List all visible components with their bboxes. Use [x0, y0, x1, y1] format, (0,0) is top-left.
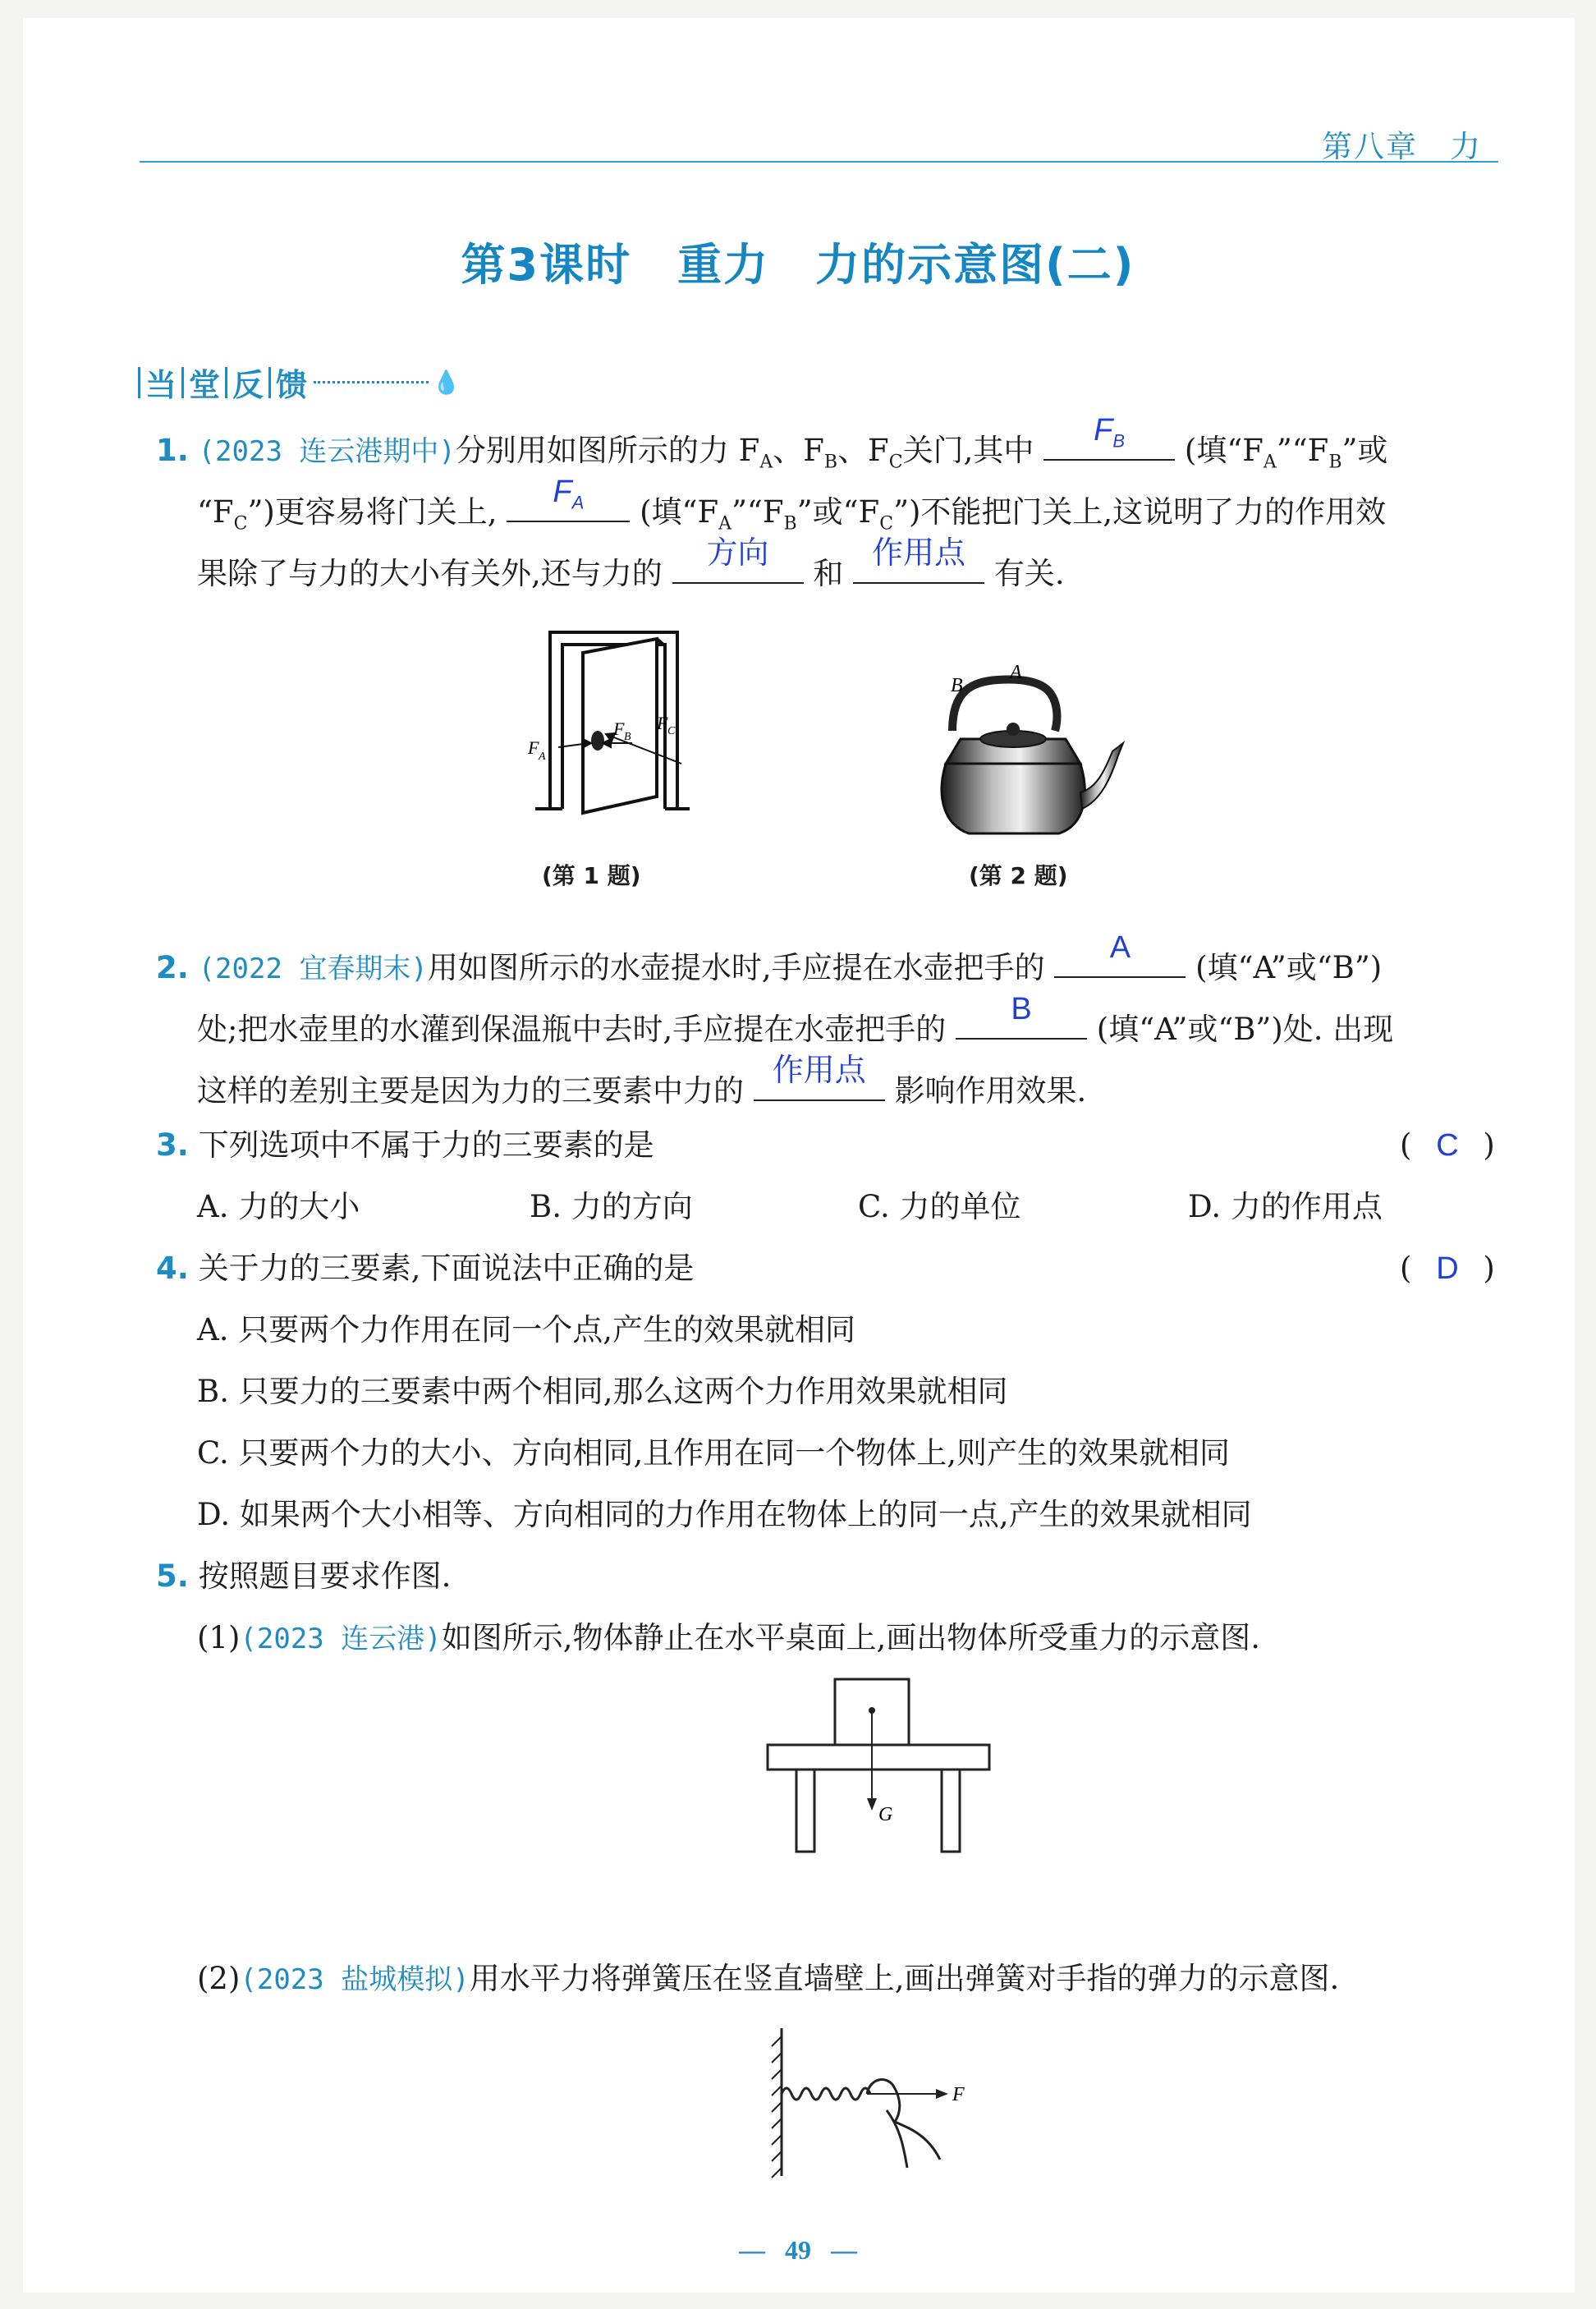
q1-text: “F: [197, 494, 234, 530]
answer-text: D: [1436, 1251, 1459, 1286]
q2-text: (填“A”或“B”)处. 出现: [1096, 1012, 1394, 1047]
subscript: C: [879, 513, 894, 535]
answer-text: 方向: [706, 536, 769, 571]
dotted-rule: [314, 381, 429, 383]
paren: ): [1483, 1127, 1495, 1163]
spring-figure: [764, 2020, 985, 2184]
lid-knob: [1007, 723, 1020, 736]
q2-line-2: [197, 992, 1394, 1050]
answer-text: A: [1109, 930, 1131, 965]
section-heading: [133, 360, 461, 405]
q1-text: 、F: [773, 433, 824, 468]
table-top: [768, 1745, 989, 1770]
q5-stem: [156, 1556, 451, 1597]
label-fa: F: [528, 737, 539, 758]
q2-text: 影响作用效果.: [894, 1073, 1087, 1109]
q4-option-b[interactable]: B. 只要力的三要素中两个相同,那么这两个力作用效果就相同: [197, 1374, 1008, 1409]
q5-text: 用水平力将弹簧压在竖直墙壁上,画出弹簧对手指的弹力的示意图.: [469, 1961, 1340, 1996]
part-number: (1): [197, 1620, 241, 1655]
q1-text: ”“F: [732, 494, 784, 530]
question-source: (2022 宜春期末): [198, 953, 428, 985]
q4-option-c[interactable]: C. 只要两个力的大小、方向相同,且作用在同一个物体上,则产生的效果就相同: [197, 1435, 1231, 1471]
q2-text: 处;把水壶里的水灌到保温瓶中去时,手应提在水壶把手的: [197, 1012, 947, 1047]
q1-text: (填“F: [640, 494, 719, 530]
figure-caption: (第 2 题): [969, 862, 1068, 889]
label-g: G: [878, 1804, 893, 1825]
q1-text: 、F: [837, 433, 889, 468]
label-fb: F: [613, 718, 625, 739]
subscript: B: [823, 452, 838, 473]
q1-text: ”或: [1341, 433, 1388, 468]
door-knob: [591, 731, 604, 751]
answer-blank[interactable]: [956, 992, 1087, 1040]
kettle-figure: [928, 657, 1133, 846]
q1-text: 关门,其中: [902, 433, 1034, 468]
question-source: (2023 连云港期中): [198, 435, 456, 468]
lesson-title: 第3课时 重力 力的示意图(二): [461, 239, 1135, 291]
q3-option-d[interactable]: D. 力的作用点: [1188, 1189, 1383, 1224]
answer-blank[interactable]: [1054, 930, 1186, 978]
label-a: A: [1010, 662, 1022, 683]
paren: (: [1400, 1251, 1412, 1286]
q2-text: 这样的差别主要是因为力的三要素中力的: [197, 1073, 744, 1109]
splash-icon: 💧: [432, 369, 461, 396]
question-number: 4.: [156, 1251, 189, 1286]
q2-text: 用如图所示的水壶提水时,手应提在水壶把手的: [427, 950, 1045, 985]
q2-text: (填“A”或“B”): [1195, 950, 1383, 985]
label-b: B: [951, 675, 963, 696]
q5-text: 如图所示,物体静止在水平桌面上,画出物体所受重力的示意图.: [441, 1620, 1261, 1655]
paren: ): [1483, 1251, 1495, 1286]
q5-part-1: [197, 1618, 1260, 1659]
answer-text: B: [1011, 992, 1032, 1026]
q3-option-b[interactable]: B. 力的方向: [530, 1189, 693, 1224]
section-char: 反: [232, 367, 264, 403]
figure-caption: (第 1 题): [542, 862, 641, 889]
label-fc: F: [657, 713, 668, 733]
answer-text: $F_B$: [1094, 413, 1126, 452]
q2-line-3: [197, 1054, 1087, 1112]
door-figure: [525, 624, 706, 829]
question-number: 5.: [156, 1558, 189, 1594]
answer-blank[interactable]: [1043, 413, 1175, 461]
divider: [138, 367, 140, 398]
paren: (: [1400, 1127, 1412, 1163]
q1-text: ”或“F: [796, 494, 880, 530]
q3-stem: [156, 1125, 654, 1166]
divider: [225, 367, 227, 398]
q1-text: (填“F: [1184, 433, 1264, 468]
label-sub: B: [624, 731, 631, 743]
chapter-header: 第八章 力: [1322, 129, 1482, 164]
kettle-handle: [952, 680, 1057, 731]
label-f: F: [952, 2084, 965, 2105]
subscript: C: [233, 513, 248, 535]
q4-answer-box[interactable]: [1400, 1248, 1495, 1289]
header-rule: [140, 161, 1498, 163]
divider: [268, 367, 271, 398]
q5-text: 按照题目要求作图.: [198, 1558, 452, 1594]
question-number: 3.: [156, 1127, 189, 1163]
q4-option-a[interactable]: A. 只要两个力作用在同一个点,产生的效果就相同: [197, 1312, 856, 1347]
table-leg-left: [796, 1770, 814, 1852]
q4-stem: [156, 1248, 694, 1289]
q2-line-1: [156, 930, 1383, 989]
q1-text: 果除了与力的大小有关外,还与力的: [197, 556, 663, 591]
q4-option-d[interactable]: D. 如果两个大小相等、方向相同的力作用在物体上的同一点,产生的效果就相同: [197, 1497, 1252, 1532]
q5-part-2: [197, 1958, 1339, 2000]
answer-text: 作用点: [872, 536, 966, 571]
q1-line-1: [156, 413, 1388, 483]
q4-text: 关于力的三要素,下面说法中正确的是: [198, 1251, 695, 1286]
answer-blank[interactable]: [672, 536, 804, 584]
answer-text: 作用点: [772, 1054, 866, 1088]
answer-text: $F_A$: [553, 475, 585, 513]
section-char: 馈: [276, 367, 308, 403]
q1-text: ”)更容易将门关上,: [247, 494, 498, 530]
q3-text: 下列选项中不属于力的三要素的是: [198, 1127, 654, 1163]
q1-line-3: [197, 536, 1065, 594]
spring: [782, 2088, 870, 2100]
answer-blank[interactable]: [853, 536, 984, 584]
subscript: A: [759, 452, 773, 473]
subscript: A: [718, 513, 732, 535]
q3-option-a[interactable]: A. 力的大小: [197, 1189, 360, 1224]
label-sub: C: [667, 725, 676, 737]
table-leg-right: [942, 1770, 960, 1852]
q1-text: 分别用如图所示的力 F: [455, 433, 760, 468]
q1-text: 和: [813, 556, 844, 591]
part-number: (2): [197, 1961, 241, 1996]
divider: [181, 367, 184, 398]
subscript: A: [1263, 452, 1277, 473]
q1-text: ”“F: [1276, 433, 1329, 468]
subscript: B: [783, 513, 797, 535]
answer-blank[interactable]: [507, 475, 630, 522]
subscript: C: [888, 452, 903, 473]
section-char: 当: [145, 367, 177, 403]
answer-text: C: [1436, 1128, 1459, 1163]
q1-text: ”)不能把门关上,这说明了力的作用效: [893, 494, 1387, 530]
answer-blank[interactable]: [754, 1054, 885, 1101]
kettle-spout: [1080, 743, 1123, 809]
subscript: B: [1328, 452, 1342, 473]
question-source: (2023 盐城模拟): [240, 1963, 470, 1996]
question-number: 2.: [156, 950, 189, 985]
label-sub: A: [539, 751, 546, 763]
question-source: (2023 连云港): [240, 1623, 442, 1655]
page-number: — 49 —: [739, 2235, 857, 2265]
q3-answer-box[interactable]: [1400, 1125, 1495, 1166]
q1-text: 有关.: [993, 556, 1065, 591]
question-number: 1.: [156, 433, 189, 468]
table-figure: [759, 1671, 998, 1860]
section-char: 堂: [189, 367, 221, 403]
kettle-body: [942, 764, 1085, 833]
q3-option-c[interactable]: C. 力的单位: [858, 1189, 1021, 1224]
wall-hatching: [772, 2036, 782, 2178]
